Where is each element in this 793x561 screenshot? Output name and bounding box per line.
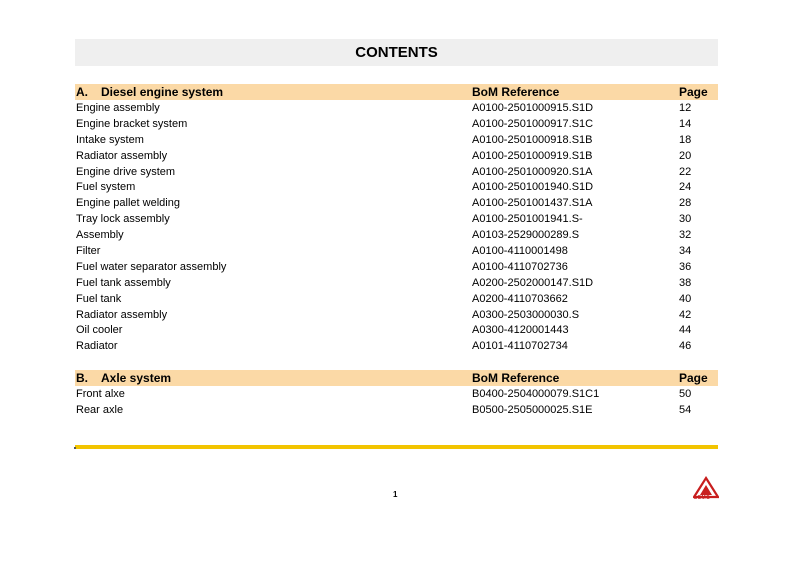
page-ref: 36: [679, 260, 692, 273]
item-name: Filter: [76, 244, 101, 257]
footer-dot: [74, 447, 76, 449]
item-name: Rear axle: [76, 403, 124, 416]
bom-reference: B0500-2505000025.S1E: [472, 403, 593, 416]
page-ref: 38: [679, 276, 692, 289]
table-row: [75, 132, 718, 148]
section-axle: [75, 370, 718, 418]
table-row: [75, 386, 718, 402]
title-bar: [75, 39, 718, 66]
bom-reference: A0300-2503000030.S: [472, 308, 580, 321]
page-title: CONTENTS: [355, 44, 438, 61]
bom-reference: A0100-2501000915.S1D: [472, 101, 594, 114]
bom-reference: A0100-2501000920.S1A: [472, 165, 593, 178]
footer-rule: [75, 445, 718, 449]
item-name: Fuel water separator assembly: [76, 260, 227, 273]
page-ref: 32: [679, 229, 692, 242]
page-ref: 50: [679, 387, 692, 400]
page-ref: 34: [679, 244, 692, 257]
section-rows: [75, 386, 718, 418]
table-row: [75, 322, 718, 338]
item-name: Tray lock assembly: [76, 213, 170, 226]
bom-reference: A0100-2501000919.S1B: [472, 149, 593, 162]
table-row: [75, 243, 718, 259]
table-row: [75, 195, 718, 211]
page-header: Page: [679, 371, 708, 385]
page-header: Page: [679, 85, 708, 99]
table-row: [75, 211, 718, 227]
bom-reference: A0100-2501000917.S1C: [472, 117, 594, 130]
item-name: Engine bracket system: [76, 117, 188, 130]
item-name: Engine drive system: [76, 165, 176, 178]
item-name: Radiator assembly: [76, 308, 168, 321]
section-title: Diesel engine system: [101, 85, 224, 99]
item-name: Engine assembly: [76, 101, 160, 114]
item-name: Intake system: [76, 133, 144, 146]
page-ref: 46: [679, 340, 692, 353]
item-name: Radiator assembly: [76, 149, 168, 162]
bom-reference: A0103-2529000289.S: [472, 229, 580, 242]
table-row: [75, 259, 718, 275]
section-rows: [75, 100, 718, 354]
bom-reference: A0100-2501000918.S1B: [472, 133, 593, 146]
item-name: Radiator: [76, 340, 118, 353]
table-row: [75, 307, 718, 323]
page-number: 1: [393, 490, 398, 499]
table-row: [75, 116, 718, 132]
table-row: [75, 338, 718, 354]
item-name: Oil cooler: [76, 324, 123, 337]
section-diesel-engine: [75, 84, 718, 354]
item-name: Fuel tank: [76, 292, 122, 305]
bom-reference: A0100-4110001498: [472, 244, 568, 257]
table-row: [75, 148, 718, 164]
page-ref: 20: [679, 149, 692, 162]
item-name: Front alxe: [76, 387, 125, 400]
item-name: Fuel tank assembly: [76, 276, 171, 289]
page-ref: 14: [679, 117, 692, 130]
bom-reference: A0100-4110702736: [472, 260, 568, 273]
bom-reference: A0200-2502000147.S1D: [472, 276, 594, 289]
table-row: [75, 402, 718, 418]
page-ref: 18: [679, 133, 692, 146]
item-name: Fuel system: [76, 181, 136, 194]
page-ref: 30: [679, 213, 692, 226]
bom-reference: A0100-2501001437.S1A: [472, 197, 593, 210]
bom-reference: A0100-2501001941.S-: [472, 213, 583, 226]
page-ref: 22: [679, 165, 692, 178]
bom-reference: A0100-2501001940.S1D: [472, 181, 594, 194]
bom-reference-header: BoM Reference: [472, 371, 560, 385]
section-title: Axle system: [101, 371, 172, 385]
bom-reference: A0300-4120001443: [472, 324, 569, 337]
bom-reference: A0101-4110702734: [472, 340, 568, 353]
bom-reference-header: BoM Reference: [472, 85, 560, 99]
logo-text: LGMG: [694, 495, 711, 501]
page-ref: 28: [679, 197, 692, 210]
page-ref: 44: [679, 324, 692, 337]
page-ref: 40: [679, 292, 692, 305]
section-letter: B.: [76, 371, 88, 385]
bom-reference: A0200-4110703662: [472, 292, 568, 305]
section-letter: A.: [76, 85, 88, 99]
table-row: [75, 227, 718, 243]
bom-reference: B0400-2504000079.S1C1: [472, 387, 600, 400]
section-header: [75, 370, 718, 386]
item-name: Engine pallet welding: [76, 197, 180, 210]
page-ref: 12: [679, 101, 692, 114]
page-ref: 54: [679, 403, 692, 416]
page-ref: 42: [679, 308, 692, 321]
page-ref: 24: [679, 181, 692, 194]
section-header: [75, 84, 718, 100]
item-name: Assembly: [76, 229, 124, 242]
table-row: [75, 275, 718, 291]
table-row: [75, 291, 718, 307]
table-row: [75, 100, 718, 116]
table-row: [75, 179, 718, 195]
table-row: [75, 164, 718, 180]
